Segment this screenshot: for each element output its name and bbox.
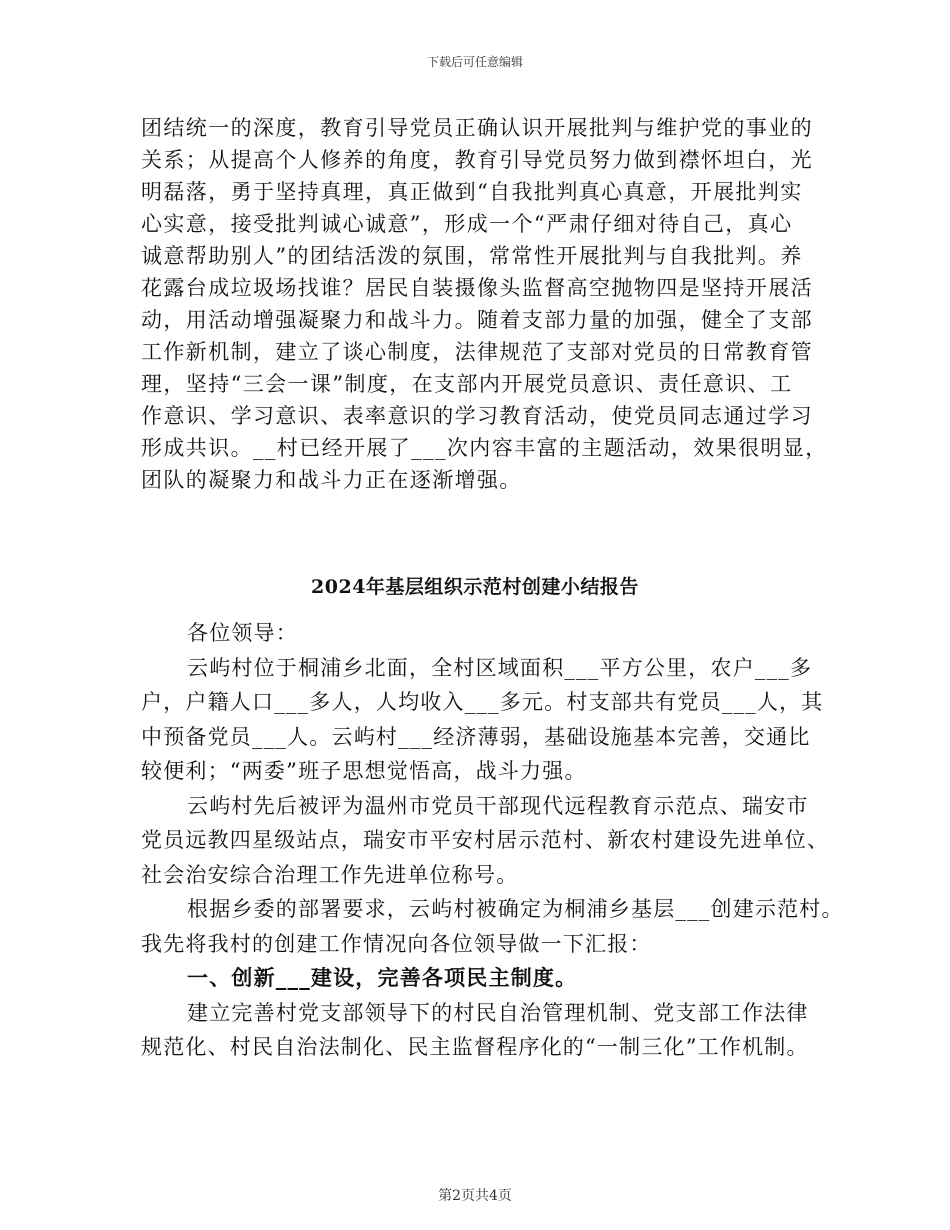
- text-line: 诚意帮助别人”的团结活泼的氛围，常常性开展批判与自我批判。养: [141, 244, 803, 268]
- text-line: 建立完善村党支部领导下的村民自治管理机制、党支部工作法律: [187, 1000, 809, 1025]
- text-line: 工作新机制，建立了谈心制度，法律规范了支部对党员的日常教育管: [141, 340, 813, 364]
- text-line: 云屿村位于桐浦乡北面，全村区域面积___平方公里，农户___多: [187, 655, 813, 680]
- report-body: [141, 616, 844, 1065]
- text-line: 规范化、村民自治法制化、民主监督程序化的“一制三化”工作机制。: [141, 1035, 809, 1059]
- text-line: 心实意，接受批判诚心诚意”，形成一个“严肃仔细对待自己，真心: [141, 212, 793, 236]
- text-line: 团结统一的深度，教育引导党员正确认识开展批判与维护党的事业的: [141, 116, 813, 140]
- text-line: 作意识、学习意识、表率意识的学习教育活动，使党员同志通过学习: [141, 404, 813, 428]
- text-line: 理，坚持“三会一课”制度，在支部内开展党员意识、责任意识、工: [141, 372, 793, 396]
- text-line: 关系；从提高个人修养的角度，教育引导党员努力做到襟怀坦白，光: [141, 148, 813, 172]
- text-line: 社会治安综合治理工作先进单位称号。: [141, 862, 519, 887]
- text-line: 我先将我村的创建工作情况向各位领导做一下汇报：: [141, 931, 652, 956]
- text-line: 形成共识。__村已经开展了___次内容丰富的主题活动，效果很明显，: [141, 436, 828, 460]
- text-line: 较便利；“两委”班子思想觉悟高，战斗力强。: [141, 759, 587, 783]
- page-footer: 第2页共4页: [438, 1188, 512, 1204]
- text-line: 党员远教四星级站点，瑞安市平安村居示范村、新农村建设先进单位、: [141, 828, 830, 852]
- text-line: 户，户籍人口___多人，人均收入___多元。村支部共有党员___人，其: [141, 690, 824, 714]
- section-heading: 一、创新___建设，完善各项民主制度。: [187, 965, 578, 990]
- text-line: 动，用活动增强凝聚力和战斗力。随着支部力量的加强，健全了支部: [141, 308, 813, 332]
- text-line: 各位领导：: [187, 621, 298, 645]
- text-line: 团队的凝聚力和战斗力正在逐渐增强。: [141, 468, 522, 492]
- text-line: 中预备党员___人。云屿村___经济薄弱，基础设施基本完善，交通比: [141, 724, 811, 749]
- text-line: 明磊落，勇于坚持真理，真正做到“自我批判真心真意，开展批判实: [141, 180, 803, 204]
- text-line: 根据乡委的部署要求，云屿村被确定为桐浦乡基层___创建示范村。: [187, 897, 844, 921]
- text-line: 花露台成垃圾场找谁？居民自装摄像头监督高空抛物四是坚持开展活: [141, 276, 813, 300]
- continuation-paragraph: [141, 112, 828, 496]
- report-title: 2024年基层组织示范村创建小结报告: [311, 576, 639, 598]
- page-header: 下载后可任意编辑: [426, 55, 523, 69]
- text-line: 云屿村先后被评为温州市党员干部现代远程教育示范点、瑞安市: [187, 793, 809, 818]
